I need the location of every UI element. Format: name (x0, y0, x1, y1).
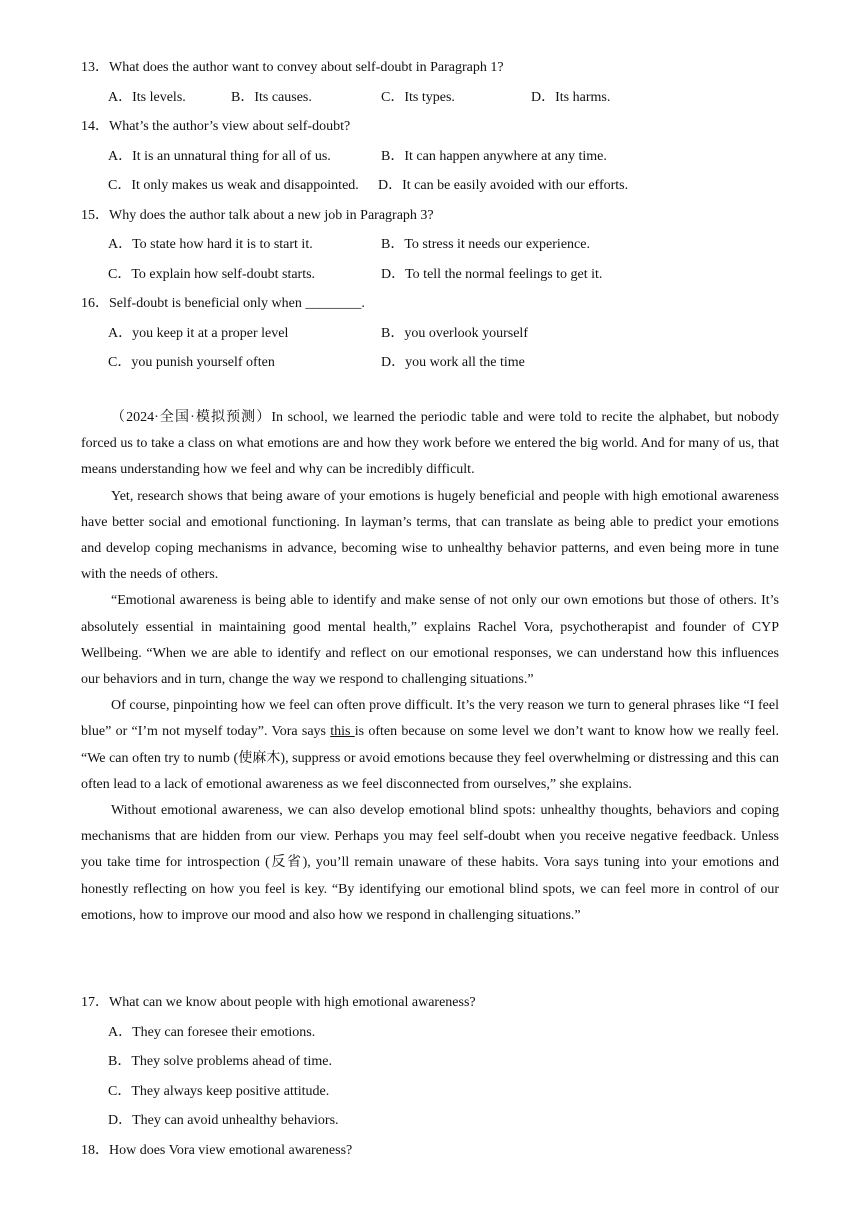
question-13-option-d[interactable]: D．Its harms. (531, 90, 611, 105)
question-15-option-c[interactable]: C．To explain how self-doubt starts. (108, 267, 316, 282)
question-17-option-b[interactable]: B．They solve problems ahead of time. (108, 1054, 332, 1069)
passage-paragraph-3: “Emotional awareness is being able to identify and make sense of not only our own emotions but those of others. It’s absolutely essential in maintaining good mental health,” explains Rachel Vora, psychotherapist and founder of CYP Wellbeing. “When we are able to identify and reflect on our emotional responses, we can understand how this influences our behaviors and in turn, change the way we respond to challenging situations.” (81, 593, 779, 688)
underlined-word-this: this (330, 724, 355, 740)
question-17-stem: 17．What can we know about people with high emotional awareness? (81, 995, 476, 1010)
question-14-option-d[interactable]: D．It can be easily avoided with our efforts. (378, 178, 629, 193)
paragraph-4-text-end: is often because on some level we don’t want to know how we really feel. “We can often try to numb (使麻木), suppress or avoid emotions because they feel overwhelming or distressing and this can often lead to a lack of emotional awareness as we feel disconnected from ourselves,” she explains. (81, 724, 779, 792)
question-14-stem: 14．What’s the author’s view about self-doubt? (81, 119, 351, 134)
question-13-option-c[interactable]: C．Its types. (381, 90, 455, 105)
passage-paragraph-1: （2024·全国·模拟预测）In school, we learned the periodic table and were told to recite the alphabet, but nobody forced us to take a class on what emotions are and how they work before we entered the big world. And for many of us, that means understanding how we feel and why can be incredibly difficult. (81, 410, 779, 478)
paragraph-4-text-start: Of course, pinpointing how we feel can often prove difficult. It’s the very reason we turn to general phrases like “I feel blue” or “I’m not myself today”. Vora says (81, 698, 779, 740)
question-14-option-a[interactable]: A．It is an unnatural thing for all of us. (108, 149, 331, 164)
question-15-option-d[interactable]: D．To tell the normal feelings to get it. (381, 267, 603, 282)
reading-passage (81, 405, 779, 929)
question-16-stem: 16．Self-doubt is beneficial only when ________. (81, 296, 365, 311)
question-15-option-a[interactable]: A．To state how hard it is to start it. (108, 237, 313, 252)
question-17-option-c[interactable]: C．They always keep positive attitude. (108, 1084, 330, 1099)
question-16-option-d[interactable]: D．you work all the time (381, 355, 525, 370)
question-15-option-b[interactable]: B．To stress it needs our experience. (381, 237, 590, 252)
question-16-option-a[interactable]: A．you keep it at a proper level (108, 326, 289, 341)
passage-paragraph-5: Without emotional awareness, we can also develop emotional blind spots: unhealthy thoughts, behaviors and coping mechanisms that are hidden from our view. Perhaps you may feel self-doubt when you receive negative feedback. Unless you take time for introspection (反省), you’ll remain unaware of these habits. Vora says tuning into your emotions and honestly reflecting on how you feel is key. “By identifying our emotional blind spots, we can feel more in control of our emotions, how to improve our mood and also how we respond in challenging situations.” (81, 803, 779, 923)
passage-paragraph-4 (81, 693, 779, 798)
question-17-option-a[interactable]: A．They can foresee their emotions. (108, 1025, 316, 1040)
passage-paragraph-2: Yet, research shows that being aware of your emotions is hugely beneficial and people with high emotional awareness have better social and emotional functioning. In layman’s terms, that can translate as being able to predict your emotions and develop coping mechanisms in advance, becoming wise to unhealthy behavior patterns, and even being more in tune with the needs of others. (81, 488, 779, 583)
question-15-stem: 15．Why does the author talk about a new job in Paragraph 3? (81, 208, 434, 223)
question-13-stem: 13．What does the author want to convey about self-doubt in Paragraph 1? (81, 60, 504, 75)
question-14-option-b[interactable]: B．It can happen anywhere at any time. (381, 149, 607, 164)
question-18-stem: 18．How does Vora view emotional awareness? (81, 1143, 353, 1158)
question-16-option-b[interactable]: B．you overlook yourself (381, 326, 528, 341)
question-13-option-a[interactable]: A．Its levels. (108, 90, 186, 105)
question-17-option-d[interactable]: D．They can avoid unhealthy behaviors. (108, 1113, 339, 1128)
question-14-option-c[interactable]: C．It only makes us weak and disappointed. (108, 178, 359, 193)
question-16-option-c[interactable]: C．you punish yourself often (108, 355, 275, 370)
question-13-option-b[interactable]: B．Its causes. (231, 90, 312, 105)
